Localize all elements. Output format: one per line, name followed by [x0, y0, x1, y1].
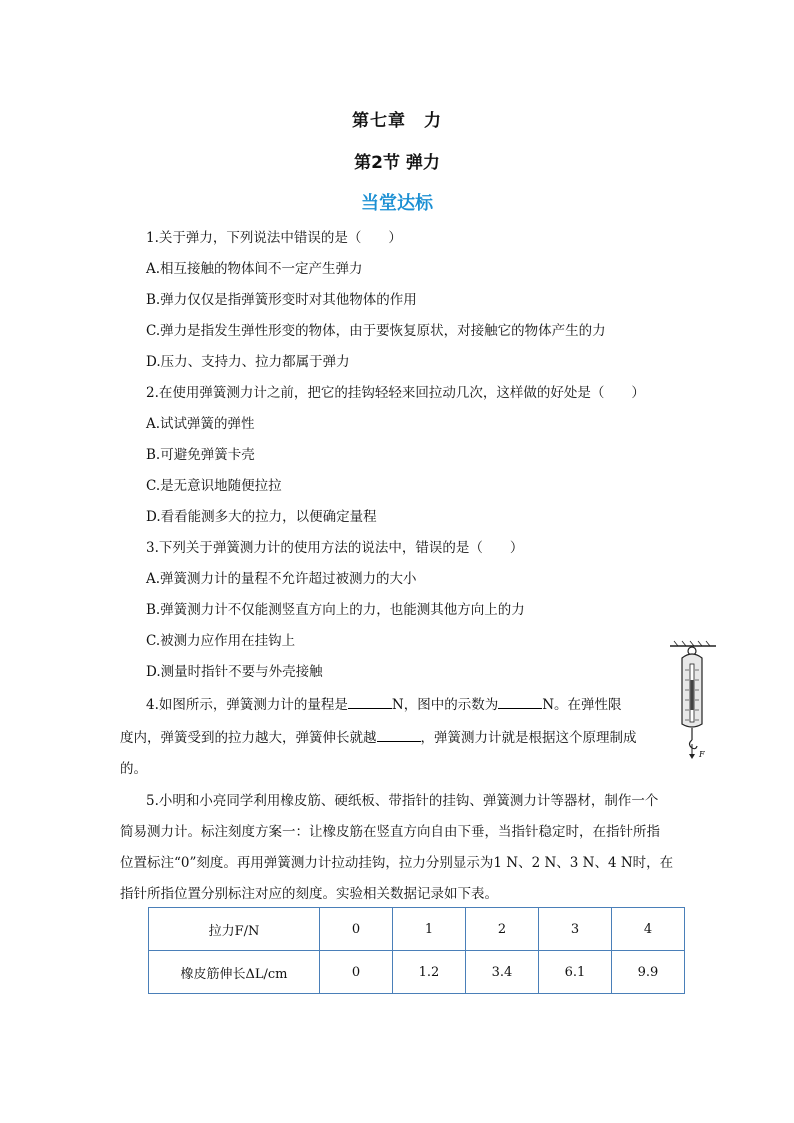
q4-text-1: 4.如图所示，弹簧测力计的量程是 — [146, 697, 348, 713]
q5-line-2: 简易测力计。标注刻度方案一：让橡皮筋在竖直方向自由下垂，当指针稳定时，在指针所指 — [120, 824, 660, 840]
q3-option-d: D.测量时指针不要与外壳接触 — [146, 664, 323, 680]
table-cell: 0 — [320, 951, 393, 994]
table-cell: 3.4 — [466, 951, 539, 994]
q4-text-4: 度内，弹簧受到的拉力越大，弹簧伸长就越 — [120, 730, 377, 746]
q4-line-2 — [120, 727, 637, 748]
q4-text-2: N，图中的示数为 — [391, 697, 499, 713]
force-label: F — [699, 750, 705, 759]
q5-line-4: 指针所指位置分别标注对应的刻度。实验相关数据记录如下表。 — [120, 886, 498, 902]
q1-stem: 1.关于弹力，下列说法中错误的是（ ） — [146, 230, 402, 246]
q1-option-a: A.相互接触的物体间不一定产生弹力 — [146, 261, 363, 277]
answer-blank-reading[interactable] — [498, 694, 542, 709]
chapter-title: 第七章 力 — [352, 111, 442, 131]
q4-line-1 — [146, 694, 622, 715]
q1-option-d: D.压力、支持力、拉力都属于弹力 — [146, 354, 350, 370]
spring-scale-figure — [668, 640, 718, 760]
q5-line-1: 5.小明和小亮同学利用橡皮筋、硬纸板、带指针的挂钩、弹簧测力计等器材，制作一个 — [146, 793, 659, 809]
table-cell: 9.9 — [612, 951, 685, 994]
q3-option-b: B.弹簧测力计不仅能测竖直方向上的力，也能测其他方向上的力 — [146, 602, 525, 618]
table-cell: 6.1 — [539, 951, 612, 994]
data-table — [148, 907, 685, 994]
q2-option-c: C.是无意识地随便拉拉 — [146, 478, 282, 494]
q2-option-d: D.看看能测多大的拉力，以便确定量程 — [146, 509, 377, 525]
q4-line-3: 的。 — [120, 761, 147, 777]
answer-blank-range[interactable] — [348, 694, 392, 709]
section-heading: 当堂达标 — [361, 193, 433, 214]
q1-option-b: B.弹力仅仅是指弹簧形变时对其他物体的作用 — [146, 292, 417, 308]
q4-text-5: ，弹簧测力计就是根据这个原理制成 — [420, 730, 637, 746]
q5-line-3: 位置标注“0”刻度。再用弹簧测力计拉动挂钩，拉力分别显示为1 N、2 N、3 N、4 N时，在 — [120, 855, 674, 871]
section-title: 第2节 弹力 — [354, 153, 440, 173]
table-cell: 1.2 — [393, 951, 466, 994]
table-cell: 0 — [320, 908, 393, 951]
q3-option-a: A.弹簧测力计的量程不允许超过被测力的大小 — [146, 571, 417, 587]
q1-option-c: C.弹力是指发生弹性形变的物体，由于要恢复原状，对接触它的物体产生的力 — [146, 323, 606, 339]
q2-option-a: A.试试弹簧的弹性 — [146, 416, 255, 432]
hook-icon — [690, 740, 698, 749]
row-header: 橡皮筋伸长ΔL/cm — [149, 951, 320, 994]
table-cell: 3 — [539, 908, 612, 951]
row-header: 拉力F/N — [149, 908, 320, 951]
answer-blank-principle[interactable] — [377, 727, 421, 742]
table-cell: 2 — [466, 908, 539, 951]
q4-text-3: N。在弹性限 — [542, 697, 622, 713]
table-cell: 1 — [393, 908, 466, 951]
q3-stem: 3.下列关于弹簧测力计的使用方法的说法中，错误的是（ ） — [146, 540, 524, 556]
table-row — [149, 908, 685, 951]
ceiling-hatch — [670, 641, 716, 646]
q2-option-b: B.可避免弹簧卡壳 — [146, 447, 255, 463]
q2-stem: 2.在使用弹簧测力计之前，把它的挂钩轻轻来回拉动几次，这样做的好处是（ ） — [146, 385, 645, 401]
table-row — [149, 951, 685, 994]
table-cell: 4 — [612, 908, 685, 951]
q3-option-c: C.被测力应作用在挂钩上 — [146, 633, 296, 649]
